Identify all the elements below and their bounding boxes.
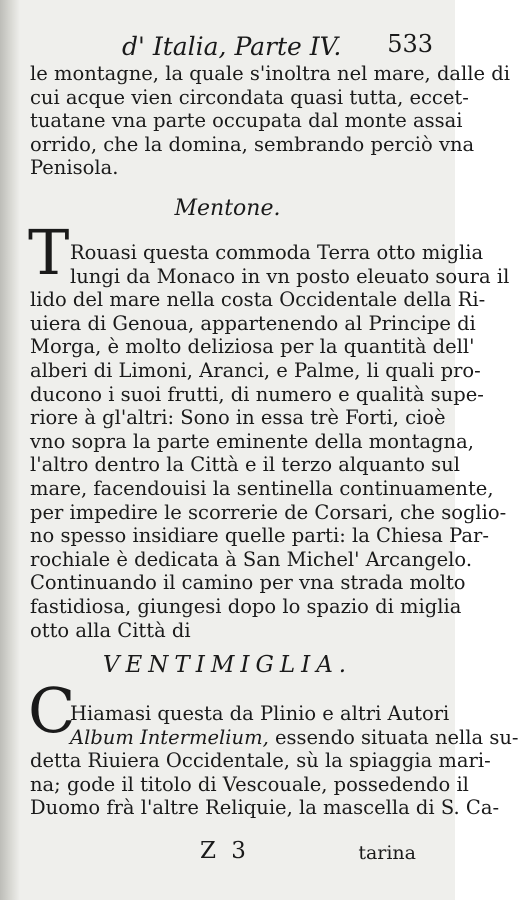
text-line: alberi di Limoni, Aranci, e Palme, li quali pro- <box>30 358 481 382</box>
text-line: vno sopra la parte eminente della montagna, <box>30 429 474 453</box>
section-title-ventimiglia: VENTIMIGLIA. <box>102 652 353 678</box>
text-line: uiera di Genoua, appartenendo al Principe di <box>30 311 476 335</box>
text-line: Morga, è molto deliziosa per la quantità dell' <box>30 335 475 359</box>
text-line: riore à gl'altri: Sono in essa trè Forti, cioè <box>30 406 446 430</box>
text-line: detta Riuiera Occidentale, sù la spiaggia mari- <box>30 749 491 773</box>
text-line: tuatane vna parte occupata dal monte assai <box>30 109 463 133</box>
text-line-continuation: essendo situata nella su- <box>268 725 519 749</box>
text-line: lungi da Monaco in vn posto eleuato soura il <box>70 264 510 288</box>
intro-paragraph <box>30 62 510 180</box>
text-line: fastidiosa, giungesi dopo lo spazio di miglia <box>30 594 462 618</box>
signature-mark: Z 3 <box>200 838 250 864</box>
ventimiglia-paragraph <box>30 702 519 820</box>
text-line: ducono i suoi frutti, di numero e qualità supe- <box>30 382 484 406</box>
drop-cap-c: C <box>28 674 76 747</box>
text-line: le montagne, la quale s'inoltra nel mare, dalle di <box>30 62 510 85</box>
text-line: Penisola. <box>30 156 119 180</box>
catchword: tarina <box>358 842 416 864</box>
text-line: l'altro dentro la Città e il terzo alquanto sul <box>30 453 460 477</box>
running-head: d' Italia, Parte IV. <box>122 32 342 61</box>
text-line-with-italic <box>30 725 519 750</box>
text-line: lido del mare nella costa Occidentale della Ri- <box>30 288 486 312</box>
page-number: 533 <box>387 30 433 58</box>
section-title-mentone: Mentone. <box>174 196 281 221</box>
text-line: per impedire le scorrerie de Corsari, che soglio- <box>30 500 507 524</box>
drop-cap-t: T <box>28 216 70 289</box>
text-line: rochiale è dedicata à San Michel' Arcangelo. <box>30 547 473 571</box>
binding-shadow <box>0 0 20 900</box>
italic-latin-name: Album Intermelium, <box>70 725 269 749</box>
text-line: otto alla Città di <box>30 618 191 642</box>
text-line: Rouasi questa commoda Terra otto miglia <box>70 241 484 264</box>
text-line: orrido, che la domina, sembrando perciò vna <box>30 132 475 156</box>
mentone-paragraph <box>30 241 510 642</box>
text-line: na; gode il titolo di Vescouale, possedendo il <box>30 772 469 796</box>
text-line: Continuando il camino per vna strada molto <box>30 571 466 595</box>
text-line: no spesso insidiare quelle parti: la Chiesa Par- <box>30 524 489 548</box>
text-line: cui acque vien circondata quasi tutta, eccet- <box>30 85 469 109</box>
page-footer <box>30 838 420 864</box>
text-line: mare, facendouisi la sentinella continuamente, <box>30 476 494 500</box>
page-header <box>30 30 435 60</box>
text-line: Duomo frà l'altre Reliquie, la mascella di S. Ca- <box>30 796 500 820</box>
text-line: Hiamasi questa da Plinio e altri Autori <box>70 702 450 725</box>
